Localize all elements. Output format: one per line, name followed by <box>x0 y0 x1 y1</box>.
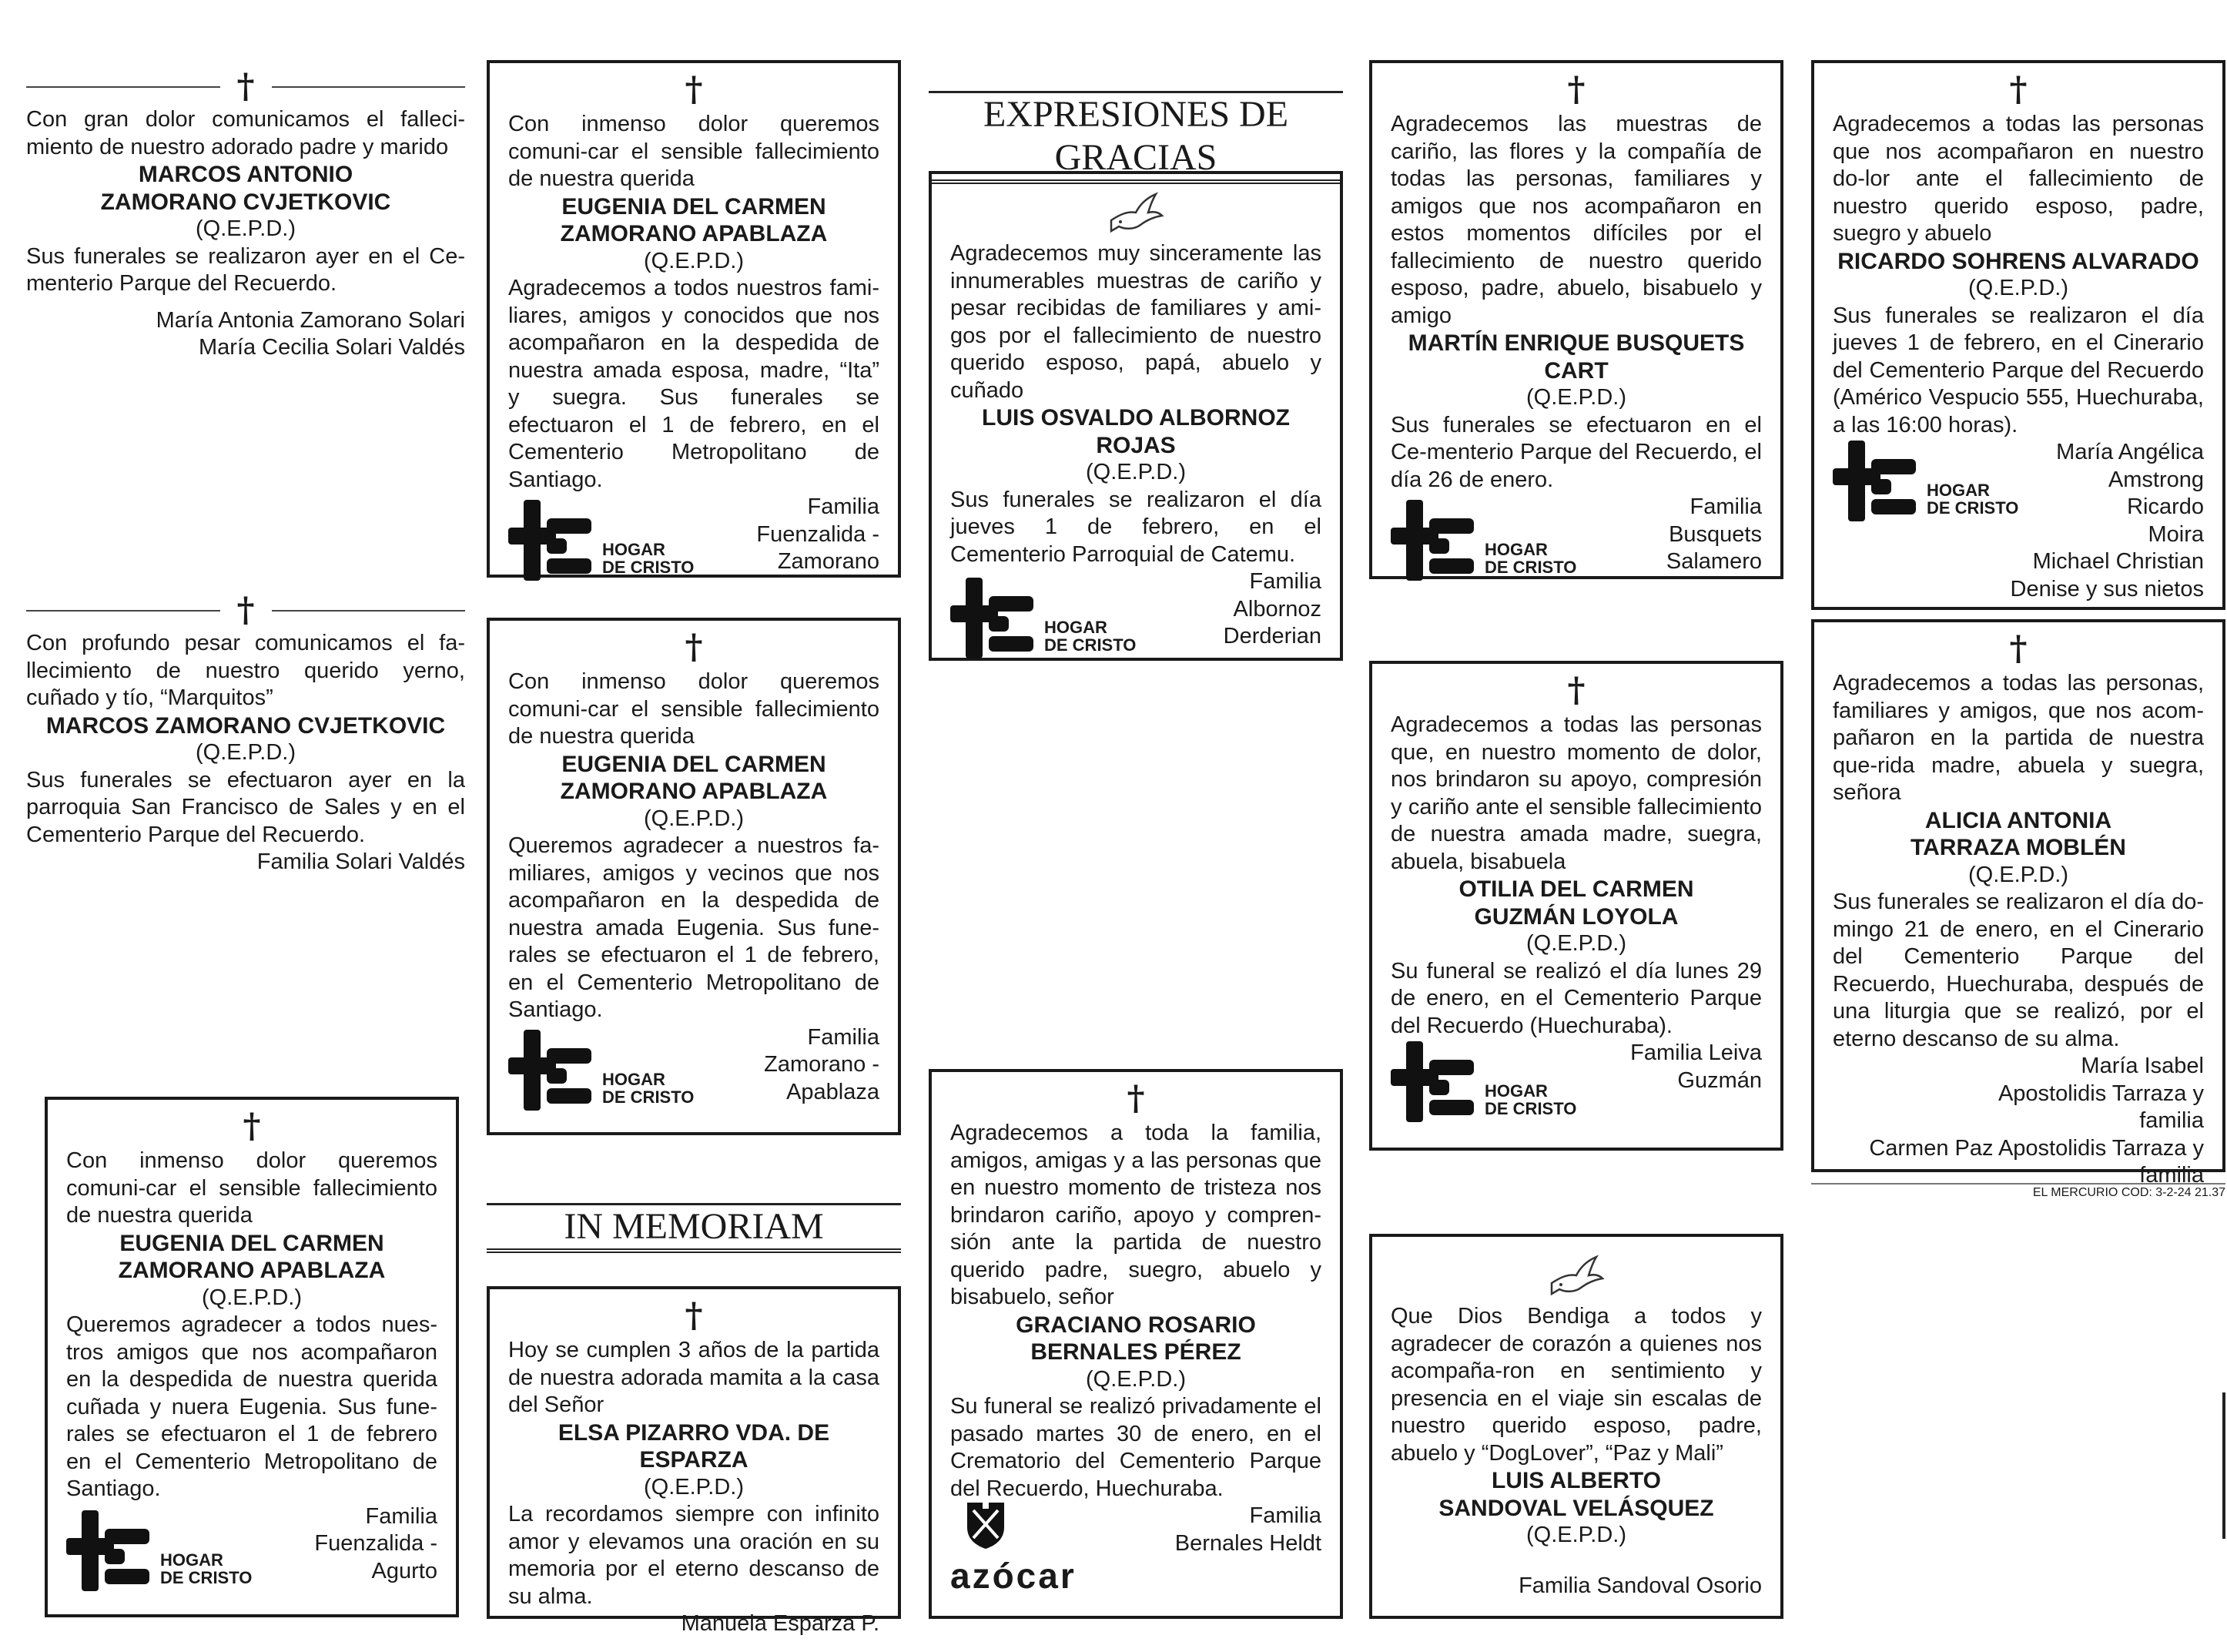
qepd-label: (Q.E.P.D.) <box>644 248 744 273</box>
signature: Agurto <box>371 1558 437 1583</box>
cross-icon: † <box>243 1107 261 1146</box>
signature: Familia <box>1249 569 1321 594</box>
azocar-shield-icon <box>964 1500 1007 1550</box>
signature: Familia Leiva <box>1630 1040 1762 1065</box>
hogar-de-cristo-icon <box>1391 1041 1475 1122</box>
deceased-name: SANDOVAL VELÁSQUEZ <box>1438 1495 1714 1521</box>
hogar-de-cristo-logo: HOGAR DE CRISTO <box>1391 1041 1576 1122</box>
notice-eugenia-zamorano <box>487 60 901 578</box>
notice-intro: Agradecemos a todas las personas, familiares y amigos, que nos acom-pañaron en la partida de nuestra que-rida madre, abuela y suegra, señora <box>1833 671 2204 805</box>
deceased-name: TARRAZA MOBLÉN <box>1911 835 2126 860</box>
qepd-label: (Q.E.P.D.) <box>1526 385 1626 410</box>
notice-intro: Hoy se cumplen 3 años de la partida de nuestra adorada mamita a la casa del Señor <box>508 1338 879 1417</box>
signature: Fuenzalida - <box>756 521 879 547</box>
notice-body: Queremos agradecer a nuestros fa-miliares, amigos y vecinos que nos acompañaron en la despedida de nuestra amada Eugenia. Sus fune-rales se efectuaron el 1 de febrero, en el Cementerio Metropolitano de Santiago. <box>508 833 879 1022</box>
qepd-label: (Q.E.P.D.) <box>1086 460 1186 484</box>
signature: Familia Sandoval Osorio <box>1519 1573 1762 1598</box>
deceased-name: EUGENIA DEL CARMEN <box>561 193 826 219</box>
notice-intro: Agradecemos las muestras de cariño, las flores y la compañía de todas las personas, familiares y amigos que nos acompañaron en estos momentos difíciles por el fallecimiento de nuestro querido esposo, padre, abuelo, bisabuelo y amigo <box>1391 112 1762 328</box>
section-header-in-memoriam <box>487 1203 901 1256</box>
signature: Fuenzalida - <box>314 1531 437 1556</box>
hogar-de-cristo-icon <box>1833 441 1917 521</box>
hogar-de-cristo-icon <box>66 1510 151 1591</box>
signature: Carmen Paz Apostolidis Tarraza y <box>1869 1135 2204 1161</box>
signature: Familia <box>1690 494 1762 519</box>
deceased-name: MARCOS ANTONIO <box>138 162 353 187</box>
notice-eugenia-agurto <box>45 1097 459 1617</box>
section-title: IN MEMORIAM <box>564 1206 824 1247</box>
qepd-label: (Q.E.P.D.) <box>1968 276 2068 300</box>
dove-icon <box>1391 1246 1762 1303</box>
signature: Albornoz <box>1233 596 1321 622</box>
deceased-name: GRACIANO ROSARIO <box>1016 1312 1256 1338</box>
signature: Familia <box>1249 1503 1321 1528</box>
notice-body: Sus funerales se efectuaron en el Ce-menterio Parque del Recuerdo, el día 26 de enero. <box>1391 412 1762 492</box>
notice-body: Agradecemos a todos nuestros fami-liares, amigos y conocidos que nos acompañaron en la despedida de nuestra amada esposa, madre, “Ita” y suegra. Sus funerales se efectuaron el 1 de febrero, en el Cementerio Metropolitano de Santiago. <box>508 276 879 492</box>
notice-intro: Con inmenso dolor queremos comuni-car el sensible fallecimiento de nuestra querida <box>508 669 879 749</box>
deceased-name: ZAMORANO APABLAZA <box>560 221 828 246</box>
signature: Zamorano <box>777 549 879 574</box>
qepd-label: (Q.E.P.D.) <box>644 806 744 831</box>
notice-luis-albornoz <box>929 171 1343 661</box>
signature: Familia <box>365 1503 437 1529</box>
signature: Amstrong <box>2108 467 2204 492</box>
hogar-de-cristo-logo: HOGAR DE CRISTO <box>508 500 694 581</box>
qepd-label: (Q.E.P.D.) <box>644 1474 744 1500</box>
notice-body: Sus funerales se realizaron el día jueves 1 de febrero, en el Cementerio Parroquial de Catemu. <box>950 487 1321 567</box>
deceased-name: GUZMÁN LOYOLA <box>1474 903 1679 930</box>
qepd-label: (Q.E.P.D.) <box>1968 862 2068 887</box>
deceased-name: ZAMORANO APABLAZA <box>118 1258 386 1283</box>
notice-body: Su funeral se realizó el día lunes 29 de enero, en el Cementerio Parque del Recuerdo (Huechuraba). <box>1391 958 1762 1038</box>
deceased-name: CART <box>1544 357 1609 384</box>
hogar-de-cristo-icon <box>1391 500 1475 581</box>
deceased-name: MARCOS ZAMORANO CVJETKOVIC <box>45 712 446 739</box>
notice-marcos-zamorano <box>26 591 465 876</box>
deceased-name: EUGENIA DEL CARMEN <box>119 1230 384 1256</box>
notice-alicia-tarraza <box>1811 619 2225 1188</box>
signature: Derderian <box>1223 624 1321 648</box>
hogar-de-cristo-logo: HOGAR DE CRISTO <box>508 1030 694 1111</box>
cross-icon: † <box>685 70 703 109</box>
hogar-de-cristo-icon <box>508 500 593 581</box>
signature: Manuela Esparza P. <box>681 1611 879 1636</box>
deceased-name: RICARDO SOHRENS ALVARADO <box>1837 248 2199 274</box>
notice-body: Sus funerales se efectuaron ayer en la parroquia San Francisco de Sales y en el Cementerio Parque del Recuerdo. <box>26 767 465 847</box>
cross-icon: † <box>1567 70 1586 109</box>
notice-body: Sus funerales se realizaron el día jueves 1 de febrero, en el Cinerario del Cementerio Parque del Recuerdo (Américo Vespucio 555, Huechuraba, a las 16:00 horas). <box>1833 303 2204 437</box>
notice-luis-sandoval <box>1369 1234 1783 1619</box>
qepd-label: (Q.E.P.D.) <box>1526 1523 1626 1547</box>
hogar-de-cristo-logo: HOGAR DE CRISTO <box>1833 441 2018 521</box>
notice-martin-busquets <box>1369 60 1783 579</box>
deceased-name: ELSA PIZARRO VDA. DE ESPARZA <box>558 1419 830 1473</box>
signature: familia <box>2139 1108 2204 1133</box>
deceased-name: ZAMORANO CVJETKOVIC <box>100 189 391 215</box>
qepd-label: (Q.E.P.D.) <box>196 740 296 765</box>
hogar-de-cristo-icon <box>508 1030 593 1111</box>
notice-body: La recordamos siempre con infinito amor y elevamos una oración en su memoria por el eterno descanso de su alma. <box>508 1502 879 1609</box>
qepd-label: (Q.E.P.D.) <box>202 1285 302 1310</box>
notice-intro: Agradecemos a todas las personas que, en nuestro momento de dolor, nos brindaron su apoyo, compresión y cariño ante el sensible fallecimiento de nuestra amada madre, suegra, abuela, bisabuela <box>1391 712 1762 874</box>
deceased-name: MARTÍN ENRIQUE BUSQUETS <box>1408 330 1745 356</box>
cross-icon: † <box>236 591 255 630</box>
notice-intro: Con gran dolor comunicamos el falleci-miento de nuestro adorado padre y marido <box>26 107 465 159</box>
notice-body: Su funeral se realizó privadamente el pasado martes 30 de enero, en el Crematorio del Cementerio Parque del Recuerdo, Huechuraba. <box>950 1394 1321 1501</box>
notice-intro: Agradecemos a todas las personas que nos acompañaron en nuestro do-lor ante el fallecimiento de nuestro querido esposo, padre, suegro y abuelo <box>1833 112 2204 246</box>
signature: Zamorano - <box>764 1052 879 1077</box>
notice-marcos-antonio <box>26 68 465 362</box>
section-title: EXPRESIONES DE GRACIAS <box>983 94 1289 178</box>
qepd-label: (Q.E.P.D.) <box>196 216 296 241</box>
hogar-de-cristo-logo: HOGAR DE CRISTO <box>1391 500 1576 581</box>
publication-stamp: EL MERCURIO COD: 3-2-24 21.37 <box>1811 1183 2225 1200</box>
deceased-name: EUGENIA DEL CARMEN <box>561 751 826 777</box>
signature: Busquets <box>1669 521 1762 547</box>
page-edge-mark <box>2222 1392 2225 1539</box>
signature: Bernales Heldt <box>1174 1530 1321 1556</box>
hogar-de-cristo-logo: HOGAR DE CRISTO <box>950 578 1136 658</box>
cross-icon: † <box>685 628 703 667</box>
deceased-name: ZAMORANO APABLAZA <box>560 779 828 804</box>
notice-eugenia-apablaza <box>487 618 901 1135</box>
cross-icon: † <box>1127 1079 1145 1118</box>
deceased-name: BERNALES PÉREZ <box>1030 1339 1241 1365</box>
azocar-logo: azócar <box>950 1500 1120 1593</box>
cross-icon: † <box>685 1296 703 1335</box>
signature: Salamero <box>1666 549 1762 574</box>
signature: Familia <box>807 1024 879 1050</box>
notice-intro: Con inmenso dolor queremos comuni-car el sensible fallecimiento de nuestra querida <box>508 112 879 191</box>
notice-graciano-bernales <box>929 1069 1343 1619</box>
signature: Michael Christian <box>2032 549 2204 574</box>
notice-ricardo-sohrens <box>1811 60 2225 610</box>
signature: familia <box>2139 1163 2204 1188</box>
cross-divider <box>26 68 465 106</box>
deceased-name: LUIS ALBERTO <box>1491 1468 1661 1493</box>
notice-body: Sus funerales se realizaron el día do-mingo 21 de enero, en el Cinerario del Cementerio Parque del Recuerdo, Huechuraba, después de una liturgia que se realizó, por el eterno descanso de su alma. <box>1833 890 2204 1051</box>
signature: María Angélica <box>2056 440 2204 464</box>
signature: María Antonia Zamorano Solari <box>156 307 465 333</box>
signature: Moira <box>2148 521 2204 547</box>
deceased-name: LUIS OSVALDO ALBORNOZ ROJAS <box>982 405 1290 458</box>
notice-intro: Con profundo pesar comunicamos el fa-llecimiento de nuestro querido yerno, cuñado y tío, “Marquitos” <box>26 631 465 710</box>
signature: Familia <box>807 494 879 519</box>
notice-intro: Agradecemos a toda la familia, amigos, amigas y a las personas que en nuestro momento de tristeza nos brindaron cariño, apoyo y compren-sión ante la partida de nuestro querido padre, suegro, abuelo y bisabuelo, señor <box>950 1121 1321 1309</box>
deceased-name: OTILIA DEL CARMEN <box>1458 876 1694 902</box>
signature: Apablaza <box>786 1079 879 1104</box>
notice-intro: Que Dios Bendiga a todos y agradecer de corazón a quienes nos acompaña-ron en sentimiento y presencia en el viaje sin escalas de nuestro querido esposo, padre, abuelo y “DogLover”, “Paz y Mali” <box>1391 1304 1762 1466</box>
notice-body: Sus funerales se realizaron ayer en el Ce-menterio Parque del Recuerdo. <box>26 243 465 296</box>
signature: Ricardo <box>2127 494 2204 519</box>
signature: Denise y sus nietos <box>2010 576 2204 601</box>
notice-intro: Agradecemos muy sinceramente las innumerables muestras de cariño y pesar recibidas de familiares y ami-gos por el fallecimiento de nuestro querido esposo, papá, abuelo y cuñado <box>950 241 1321 403</box>
signature: Guzmán <box>1677 1067 1762 1093</box>
deceased-name: ALICIA ANTONIA <box>1924 807 2112 833</box>
notice-otilia-guzman <box>1369 661 1783 1151</box>
notice-intro: Con inmenso dolor queremos comuni-car el sensible fallecimiento de nuestra querida <box>66 1148 437 1228</box>
dove-icon <box>950 183 1321 240</box>
hogar-de-cristo-logo: HOGAR DE CRISTO <box>66 1510 252 1591</box>
cross-icon: † <box>236 67 255 106</box>
signature: Familia Solari Valdés <box>256 849 465 874</box>
signature: Apostolidis Tarraza y <box>1998 1081 2204 1106</box>
cross-icon: † <box>1567 671 1586 710</box>
cross-divider <box>26 591 465 630</box>
notice-elsa-pizarro <box>487 1286 901 1636</box>
qepd-label: (Q.E.P.D.) <box>1086 1366 1186 1392</box>
hogar-de-cristo-icon <box>950 578 1035 658</box>
notice-body: Queremos agradecer a todos nues-tros amigos que nos acompañaron en la despedida de nuestra querida cuñada y nuera Eugenia. Sus fune-rales se efectuaron el 1 de febrero en el Cementerio Metropolitano de Santiago. <box>66 1312 437 1501</box>
cross-icon: † <box>2009 70 2028 109</box>
signature: María Cecilia Solari Valdés <box>199 335 465 360</box>
cross-icon: † <box>2009 629 2028 669</box>
signature: María Isabel <box>2081 1054 2204 1078</box>
qepd-label: (Q.E.P.D.) <box>1526 931 1626 956</box>
